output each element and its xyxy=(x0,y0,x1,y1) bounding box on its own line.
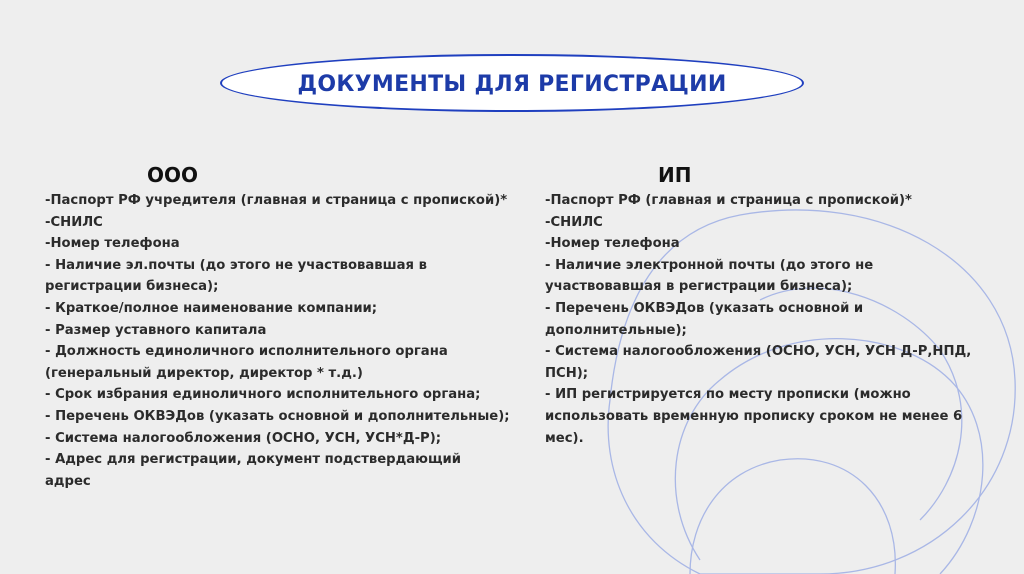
list-item: - Размер уставного капитала xyxy=(45,322,267,338)
ooo-heading: ООО xyxy=(147,163,199,187)
list-item: - Адрес для регистрации, документ подствердающий xyxy=(45,452,462,468)
ooo-requirements-list xyxy=(45,190,525,492)
list-item: регистрации бизнеса); xyxy=(45,279,219,295)
list-item: (генеральный директор, директор * т.д.) xyxy=(45,365,363,381)
list-item: -СНИЛС xyxy=(45,214,103,230)
ip-column xyxy=(545,160,995,449)
list-item: -Номер телефона xyxy=(45,236,180,252)
list-item: - Перечень ОКВЭДов (указать основной и xyxy=(545,300,864,316)
ip-heading: ИП xyxy=(658,163,692,187)
list-item: - Наличие эл.почты (до этого не участвовавшая в xyxy=(45,257,427,273)
title-banner xyxy=(220,54,804,112)
list-item: - Перечень ОКВЭДов (указать основной и дополнительные); xyxy=(45,408,510,424)
list-item: -СНИЛС xyxy=(545,214,603,230)
list-item: использовать временную прописку сроком не менее 6 xyxy=(545,408,963,424)
list-item: - Система налогообложения (ОСНО, УСН, УСН Д-Р,НПД, xyxy=(545,344,972,360)
list-item: - Срок избрания единоличного исполнительного органа; xyxy=(45,387,481,403)
list-item: -Паспорт РФ (главная и страница с пропиской)* xyxy=(545,193,912,208)
list-item: - Должность единоличного исполнительного органа xyxy=(45,344,448,360)
list-item: дополнительные); xyxy=(545,322,687,338)
page-title: ДОКУМЕНТЫ ДЛЯ РЕГИСТРАЦИИ xyxy=(297,71,727,97)
list-item: ПСН); xyxy=(545,365,589,381)
list-item: -Номер телефона xyxy=(545,236,680,252)
list-item: - Система налогообложения (ОСНО, УСН, УСН*Д-Р); xyxy=(45,430,442,446)
list-item: - ИП регистрируется по месту прописки (можно xyxy=(545,387,911,403)
list-item: участвовавшая в регистрации бизнеса); xyxy=(545,279,853,295)
ooo-column xyxy=(45,160,525,492)
list-item: мес). xyxy=(545,430,584,446)
list-item: -Паспорт РФ учредителя (главная и страница с пропиской)* xyxy=(45,193,508,208)
ip-requirements-list xyxy=(545,190,995,449)
list-item: адрес xyxy=(45,473,91,489)
list-item: - Наличие электронной почты (до этого не xyxy=(545,257,874,273)
list-item: - Краткое/полное наименование компании; xyxy=(45,300,378,316)
